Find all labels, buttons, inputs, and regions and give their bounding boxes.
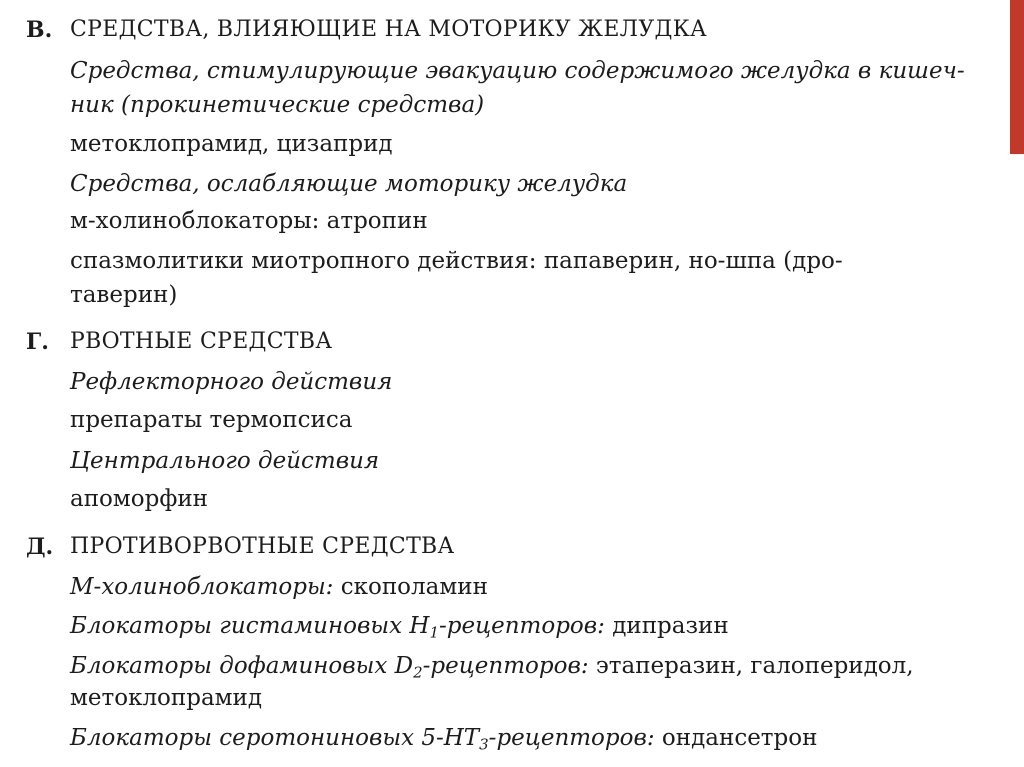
section-v-line-4: Средства, ослабляющие моторику желудка	[70, 171, 628, 197]
item-3-value: этаперазин, галоперидол,	[588, 653, 914, 679]
section-d-item-3-continuation: метоклопрамид	[70, 685, 263, 711]
section-g-line-1: Рефлекторного действия	[70, 369, 393, 395]
section-g-line-2: препараты термопсиса	[70, 407, 353, 433]
item-2-label-post: -рецепторов:	[438, 613, 605, 639]
item-4-label-sub: 3	[479, 735, 489, 754]
section-g-letter: Г.	[26, 329, 49, 355]
section-v-letter: В.	[26, 17, 53, 43]
section-d-item-2	[70, 612, 729, 646]
section-v-title: СРЕДСТВА, ВЛИЯЮЩИЕ НА МОТОРИКУ ЖЕЛУДКА	[70, 17, 708, 42]
item-1-value: скополамин	[333, 574, 488, 600]
item-3-label-sub: 2	[413, 663, 423, 682]
section-v-line-7: таверин)	[70, 282, 178, 308]
section-d-item-3	[70, 652, 914, 686]
item-2-value: дипразин	[604, 613, 729, 639]
section-d-letter: Д.	[26, 534, 54, 560]
section-d-item-1	[70, 573, 488, 601]
item-1-label: М-холиноблокаторы:	[70, 574, 334, 600]
section-v-line-5: м-холиноблокаторы: атропин	[70, 208, 428, 234]
section-g-line-3: Центрального действия	[70, 448, 380, 474]
item-3-label-pre: Блокаторы дофаминовых D	[70, 653, 414, 679]
item-4-label-pre: Блокаторы серотониновых 5-HT	[70, 725, 480, 751]
item-4-label-post: -рецепторов:	[488, 725, 655, 751]
item-4-value: ондансетрон	[654, 725, 818, 751]
item-2-label-sub: 1	[429, 623, 439, 642]
red-accent-bar	[1010, 0, 1024, 154]
section-g-title: РВОТНЫЕ СРЕДСТВА	[70, 329, 333, 354]
section-d-item-4	[70, 724, 817, 758]
section-v-line-1: Средства, стимулирующие эвакуацию содержимого желудка в кишеч-	[70, 58, 965, 84]
section-v-line-6: спазмолитики миотропного действия: папаверин, но-шпа (дро-	[70, 248, 843, 274]
section-d-title: ПРОТИВОРВОТНЫЕ СРЕДСТВА	[70, 534, 455, 559]
item-3-label-post: -рецепторов:	[422, 653, 589, 679]
section-v-line-2: ник (прокинетические средства)	[70, 92, 485, 118]
item-2-label-pre: Блокаторы гистаминовых H	[70, 613, 430, 639]
section-v-line-3: метоклопрамид, цизаприд	[70, 131, 393, 157]
section-g-line-4: апоморфин	[70, 486, 209, 512]
